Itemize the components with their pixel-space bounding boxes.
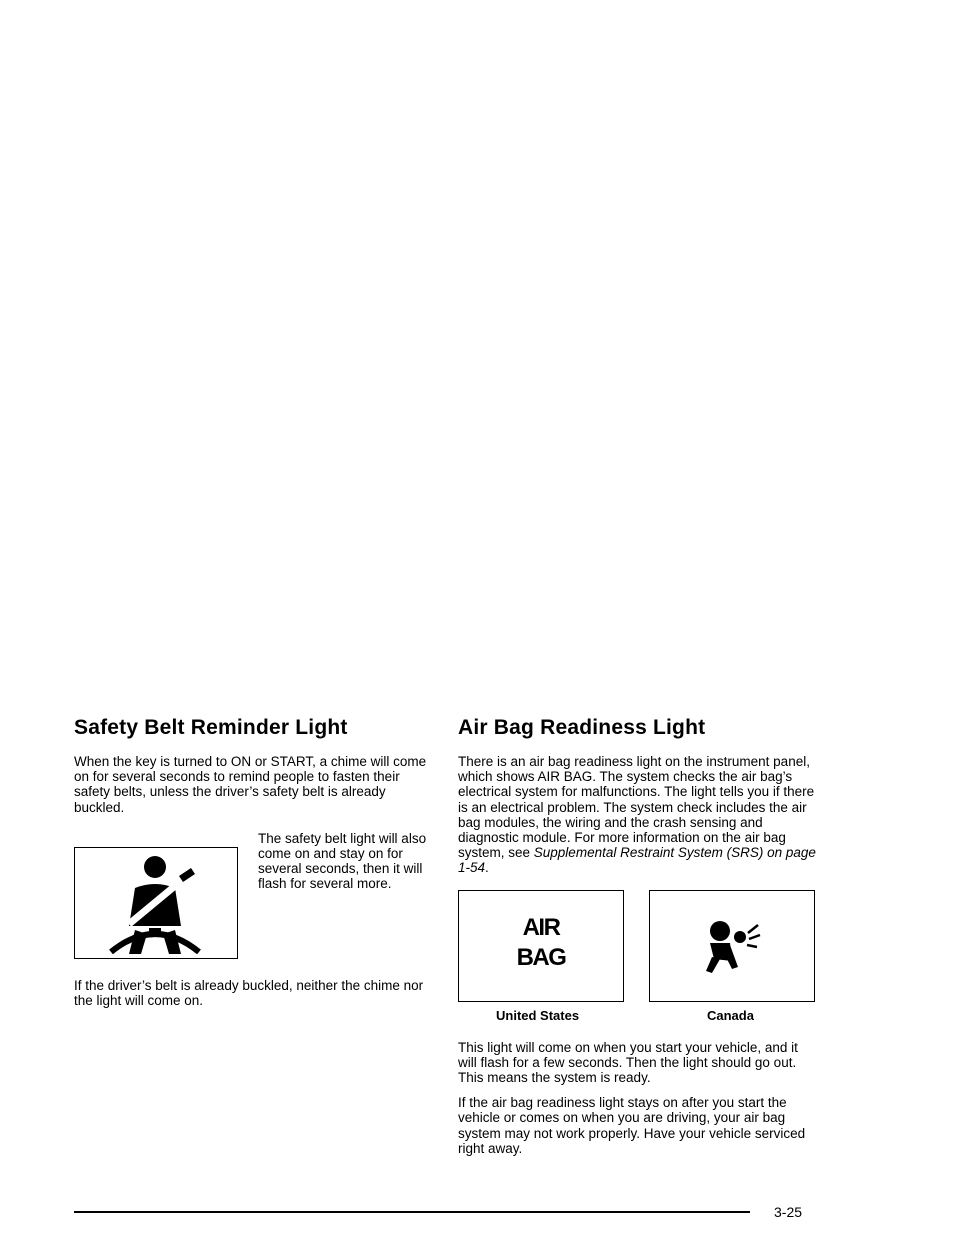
airbag-text-line1: AIR [522, 913, 560, 941]
srs-reference: Supplemental Restraint System (SRS) on page 1-54 [458, 845, 816, 876]
safety-belt-section [74, 714, 436, 1018]
page-number: 3-25 [774, 1204, 803, 1220]
safety-belt-light-text: The safety belt light will also come on and stay on for several seconds, then it will flash for several more. [258, 830, 427, 892]
safety-belt-intro: When the key is turned to ON or START, a chime will come on for several seconds to remind people to fasten their safety belts, unless the driver’s safety belt is already buckled. [74, 754, 427, 815]
label-united-states: United States [496, 1007, 580, 1023]
label-canada: Canada [707, 1007, 754, 1023]
airbag-text-line2: BAG [516, 943, 566, 971]
airbag-us-light-box [458, 890, 624, 1002]
airbag-canada-light-box [649, 890, 815, 1002]
airbag-startup-text: This light will come on when you start your vehicle, and it will flash for a few seconds. Then the light should go out. This means the system is ready. [458, 1039, 798, 1086]
airbag-intro-main: There is an air bag readiness light on the instrument panel, which shows AIR BAG. The system checks the air bag’s electrical system for malfunctions. The light tells you if there is an electrical problem. The system check includes the air bag modules, the wiring and the crash sensing and diagnostic module. For more information on the air bag system, see [458, 754, 815, 861]
airbag-intro [458, 754, 820, 876]
airbag-figure-row [458, 890, 820, 1030]
airbag-occupant-icon [702, 917, 762, 977]
footer-rule [74, 1211, 750, 1213]
safety-belt-figure-row [74, 831, 436, 968]
safety-belt-icon [109, 854, 205, 954]
safety-belt-buckled-text: If the driver’s belt is already buckled, neither the chime nor the light will come on. [74, 977, 424, 1009]
safety-belt-light-box [74, 847, 238, 959]
airbag-heading: Air Bag Readiness Light [458, 716, 706, 739]
airbag-intro-end: . [485, 860, 489, 876]
airbag-warning-text: If the air bag readiness light stays on after you start the vehicle or comes on when you are driving, your air bag system may not work properly. Have your vehicle serviced right away. [458, 1095, 806, 1156]
airbag-section [458, 714, 820, 1166]
safety-belt-heading: Safety Belt Reminder Light [74, 716, 348, 739]
